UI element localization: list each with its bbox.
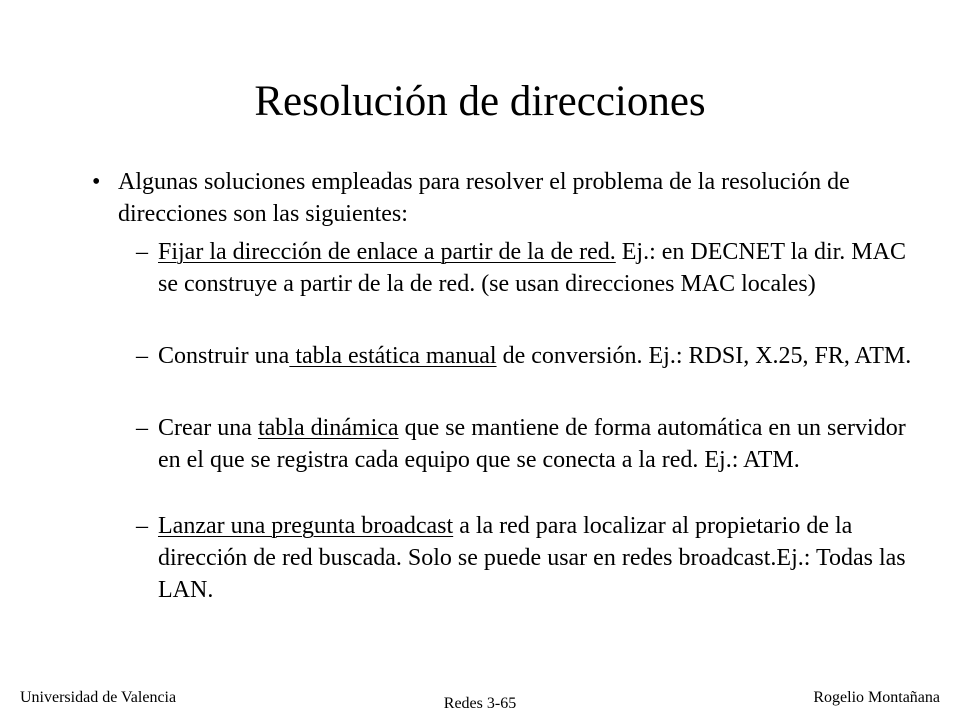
dash-mark: – <box>136 239 148 265</box>
item-rest-text: que se mantiene de forma automática en un servidor en el que se registra cada equipo que se conecta a la red. Ej.: ATM. <box>158 415 906 473</box>
sub-item-text <box>158 510 916 606</box>
sub-item-1 <box>136 236 916 300</box>
item-rest-text: de conversión. Ej.: RDSI, X.25, FR, ATM. <box>496 343 912 369</box>
dash-mark: – <box>136 415 148 441</box>
underlined-phrase: tabla estática manual <box>289 343 497 369</box>
sub-item-text <box>158 340 916 372</box>
underlined-phrase: tabla dinámica <box>257 415 399 441</box>
sub-item-2 <box>136 340 916 372</box>
slide-title: Resolución de direcciones <box>254 78 706 125</box>
sub-item-text <box>158 236 916 300</box>
main-bullet <box>92 166 912 230</box>
underlined-phrase: Lanzar una pregunta broadcast <box>158 513 454 539</box>
footer-slide-number: Redes 3-65 <box>443 695 517 712</box>
underlined-phrase: Fijar la dirección de enlace a partir de la de red. <box>158 239 616 265</box>
dash-mark: – <box>136 513 148 539</box>
item-lead-text: Crear una <box>158 415 258 441</box>
item-rest-text: a la red para localizar al propietario de la dirección de red buscada. Solo se puede usar en redes broadcast.Ej.: Todas las LAN. <box>158 513 906 603</box>
sub-item-4 <box>136 510 916 606</box>
bullet-mark: • <box>92 169 101 195</box>
dash-mark: – <box>136 343 148 369</box>
item-rest-text: Ej.: en DECNET la dir. MAC se construye a partir de la de red. (se usan direcciones MAC locales) <box>158 239 906 297</box>
sub-item-text <box>158 412 916 476</box>
bullet-text: Algunas soluciones empleadas para resolver el problema de la resolución de direcciones son las siguientes: <box>118 169 850 227</box>
footer-author: Rogelio Montañana <box>813 689 940 706</box>
footer-institution: Universidad de Valencia <box>20 689 177 706</box>
sub-item-3 <box>136 412 916 476</box>
item-lead-text: Construir una <box>158 343 290 369</box>
